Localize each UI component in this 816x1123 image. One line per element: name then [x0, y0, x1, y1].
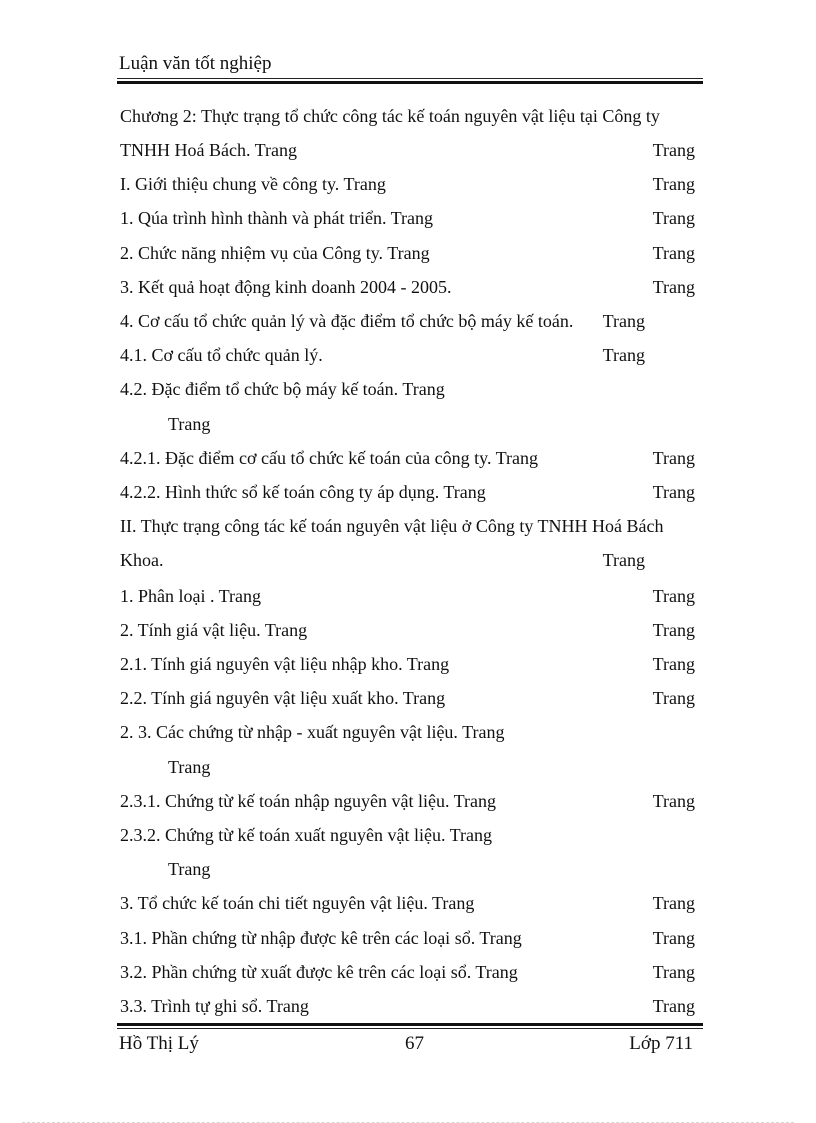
toc-entry-text: 3. Kết quả hoạt động kinh doanh 2004 - 2005.: [120, 277, 452, 297]
toc-entry-text: 2.1. Tính giá nguyên vật liệu nhập kho. Trang: [120, 654, 450, 674]
toc-entry-page: Trang: [652, 962, 695, 982]
toc-line: [120, 926, 695, 950]
toc-entry-text: 3.3. Trình tự ghi sổ. Trang: [120, 996, 309, 1016]
toc-entry-page: Trang: [652, 791, 695, 811]
toc-line: [120, 172, 695, 196]
toc-line: [120, 720, 695, 744]
toc-entry-page-indented: Trang: [168, 414, 211, 434]
toc-entry-page: Trang: [652, 277, 695, 297]
footer-page-number: 67: [405, 1033, 424, 1054]
toc-entry-page: Trang: [652, 688, 695, 708]
toc-entry-page: Trang: [652, 448, 695, 468]
toc-entry-text: 4.2.1. Đặc điểm cơ cấu tổ chức kế toán của công ty. Trang: [120, 448, 538, 468]
toc-line: [120, 584, 695, 608]
toc-entry-page: Trang: [652, 928, 695, 948]
toc-entry-text: 4.2. Đặc điểm tổ chức bộ máy kế toán. Trang: [120, 379, 445, 399]
toc-line: [120, 652, 695, 676]
toc-line: [120, 104, 695, 128]
toc-entry-text: 2. Chức năng nhiệm vụ của Công ty. Trang: [120, 243, 430, 263]
toc-entry-page: Trang: [602, 311, 645, 331]
toc-entry-text: 4.2.2. Hình thức sổ kế toán công ty áp dụng. Trang: [120, 482, 486, 502]
toc-entry-text: I. Giới thiệu chung về công ty. Trang: [120, 174, 386, 194]
toc-entry-page: Trang: [652, 586, 695, 606]
footer-author: Hồ Thị Lý: [119, 1033, 199, 1054]
toc-line: [120, 823, 695, 847]
toc-entry-text: TNHH Hoá Bách. Trang: [120, 140, 297, 160]
header-rule-thick: [117, 81, 703, 84]
toc-entry-page: Trang: [652, 174, 695, 194]
header-title: Luận văn tốt nghiệp: [119, 53, 272, 74]
toc-line: [120, 275, 695, 299]
footer-class-name: Lớp 711: [629, 1033, 693, 1054]
toc-entry-page: Trang: [652, 654, 695, 674]
toc-entry-text: 2.3.1. Chứng từ kế toán nhập nguyên vật liệu. Trang: [120, 791, 496, 811]
toc-entry-text: 4.1. Cơ cấu tổ chức quản lý.: [120, 345, 323, 365]
toc-entry-page: Trang: [652, 243, 695, 263]
toc-entry-text: 2.3.2. Chứng từ kế toán xuất nguyên vật liệu. Trang: [120, 825, 492, 845]
toc-entry-page: Trang: [652, 208, 695, 228]
toc-entry-page: Trang: [652, 996, 695, 1016]
toc-entry-text: 1. Qúa trình hình thành và phát triển. Trang: [120, 208, 433, 228]
toc-entry-page: Trang: [602, 550, 645, 570]
toc-entry-text: 3.2. Phần chứng từ xuất được kê trên các loại sổ. Trang: [120, 962, 518, 982]
toc-entry-text: 2. 3. Các chứng từ nhập - xuất nguyên vật liệu. Trang: [120, 722, 505, 742]
toc-line: [120, 618, 695, 642]
header-rule-thin: [117, 78, 703, 79]
toc-line: [120, 514, 695, 538]
toc-entry-page-indented: Trang: [168, 757, 211, 777]
toc-entry-text: II. Thực trạng công tác kế toán nguyên vật liệu ở Công ty TNHH Hoá Bách: [120, 516, 664, 536]
toc-line: [120, 206, 695, 230]
toc-line: [120, 241, 695, 265]
toc-line: [120, 891, 695, 915]
toc-entry-text: 3. Tổ chức kế toán chi tiết nguyên vật liệu. Trang: [120, 893, 475, 913]
toc-line: [120, 994, 695, 1018]
toc-line: [120, 686, 695, 710]
toc-entry-text: Chương 2: Thực trạng tổ chức công tác kế toán nguyên vật liệu tại Công ty: [120, 106, 660, 126]
toc-entry-page: Trang: [652, 893, 695, 913]
toc-line: [120, 377, 695, 401]
toc-entry-page: Trang: [652, 140, 695, 160]
toc-entry-text: 2. Tính giá vật liệu. Trang: [120, 620, 308, 640]
toc-line: [120, 138, 695, 162]
toc-entry-text: 1. Phân loại . Trang: [120, 586, 262, 606]
toc-line: [120, 548, 695, 572]
toc-entry-text: 3.1. Phần chứng từ nhập được kê trên các loại sổ. Trang: [120, 928, 522, 948]
toc-line: [120, 446, 695, 470]
footer-rule-thick: [117, 1023, 703, 1026]
toc-line: [120, 480, 695, 504]
toc-entry-text: 2.2. Tính giá nguyên vật liệu xuất kho. Trang: [120, 688, 446, 708]
toc-entry-text: Khoa.: [120, 550, 164, 570]
toc-entry-page: Trang: [602, 345, 645, 365]
toc-entry-page-indented: Trang: [168, 859, 211, 879]
toc-line: [120, 343, 695, 367]
toc-entry-page: Trang: [652, 620, 695, 640]
toc-line: [120, 789, 695, 813]
toc-line: [120, 309, 695, 333]
toc-entry-page: Trang: [652, 482, 695, 502]
toc-entry-text: 4. Cơ cấu tổ chức quản lý và đặc điểm tổ chức bộ máy kế toán.: [120, 311, 574, 331]
toc-line: [120, 960, 695, 984]
footer-rule-thin: [117, 1028, 703, 1029]
